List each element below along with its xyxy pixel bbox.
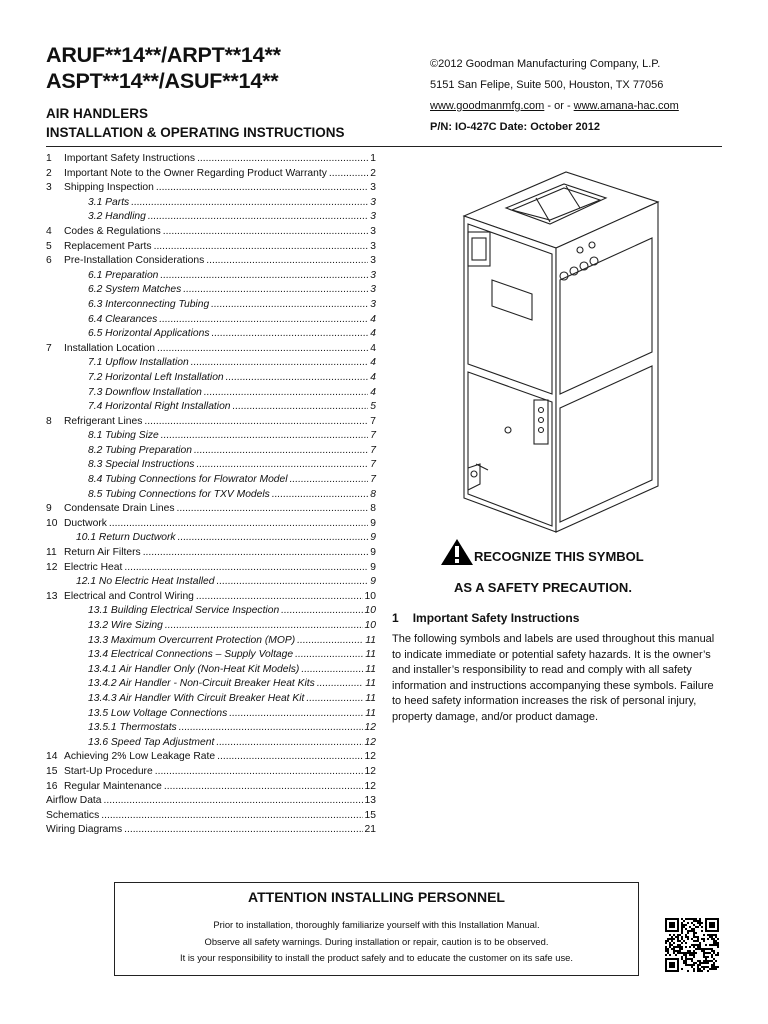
model-line-2: ASPT**14**/ASUF**14** bbox=[46, 69, 279, 93]
toc-title: Start-Up Procedure bbox=[64, 765, 153, 777]
attention-title: ATTENTION INSTALLING PERSONNEL bbox=[248, 889, 505, 905]
toc-leader bbox=[101, 809, 362, 824]
toc-page: 4 bbox=[370, 357, 376, 369]
toc-leader bbox=[306, 692, 363, 707]
toc-entry[interactable] bbox=[46, 181, 376, 196]
toc-page: 1 bbox=[370, 153, 376, 164]
toc-entry[interactable] bbox=[46, 400, 376, 415]
toc-entry[interactable] bbox=[46, 210, 376, 225]
toc-page: 12 bbox=[364, 765, 376, 777]
toc-entry[interactable] bbox=[46, 342, 376, 357]
toc-title: Ductwork bbox=[64, 517, 107, 529]
toc-entry[interactable] bbox=[46, 823, 376, 838]
toc-page: 13 bbox=[364, 795, 376, 807]
qr-code bbox=[665, 918, 719, 972]
toc-entry[interactable] bbox=[46, 254, 376, 269]
toc-leader bbox=[124, 561, 368, 576]
company-info bbox=[430, 54, 679, 138]
toc-leader bbox=[191, 356, 369, 371]
website-link-goodman[interactable]: www.goodmanmfg.com bbox=[430, 100, 545, 112]
toc-page: 12 bbox=[364, 722, 376, 734]
toc-leader bbox=[212, 327, 369, 342]
toc-page: 3 bbox=[370, 196, 376, 208]
toc-leader bbox=[104, 794, 363, 809]
toc-title: 13.6 Speed Tap Adjustment bbox=[88, 736, 215, 748]
toc-leader bbox=[233, 400, 369, 415]
toc-page: 12 bbox=[364, 780, 376, 792]
toc-leader bbox=[161, 429, 368, 444]
toc-leader bbox=[217, 750, 362, 765]
toc-page: 21 bbox=[364, 824, 376, 836]
toc-page: 9 bbox=[370, 576, 376, 588]
toc-entry[interactable] bbox=[46, 473, 376, 488]
toc-title: 10.1 Return Ductwork bbox=[76, 532, 176, 544]
toc-leader bbox=[178, 531, 369, 546]
toc-title: Electrical and Control Wiring bbox=[64, 590, 194, 602]
toc-entry[interactable] bbox=[46, 225, 376, 240]
toc-leader bbox=[197, 152, 368, 167]
toc-title: Important Safety Instructions bbox=[64, 153, 196, 164]
toc-title: Airflow Data bbox=[46, 795, 102, 807]
toc-page: 7 bbox=[370, 430, 376, 442]
toc-entry[interactable] bbox=[46, 415, 376, 430]
part-number-date: P/N: IO-427C Date: October 2012 bbox=[430, 121, 600, 133]
toc-entry[interactable] bbox=[46, 634, 376, 649]
toc-number: 7 bbox=[46, 342, 52, 354]
toc-entry[interactable] bbox=[46, 677, 376, 692]
toc-title: Regular Maintenance bbox=[64, 780, 162, 792]
toc-page: 9 bbox=[370, 532, 376, 544]
toc-leader bbox=[109, 517, 368, 532]
toc-entry[interactable] bbox=[46, 313, 376, 328]
toc-entry[interactable] bbox=[46, 604, 376, 619]
warning-triangle-icon bbox=[440, 538, 474, 575]
toc-title: 13.3 Maximum Overcurrent Protection (MOP) bbox=[88, 634, 296, 646]
toc-entry[interactable] bbox=[46, 750, 376, 765]
toc-leader bbox=[155, 765, 363, 780]
toc-number: 9 bbox=[46, 503, 52, 515]
header-divider bbox=[46, 146, 722, 147]
toc-number: 5 bbox=[46, 240, 52, 252]
toc-title: 7.4 Horizontal Right Installation bbox=[88, 401, 231, 413]
toc-entry[interactable] bbox=[46, 327, 376, 342]
toc-page: 12 bbox=[364, 751, 376, 763]
toc-leader bbox=[272, 488, 368, 503]
toc-leader bbox=[176, 502, 368, 517]
toc-entry[interactable] bbox=[46, 794, 376, 809]
warning-line-1 bbox=[440, 538, 730, 575]
toc-number: 13 bbox=[46, 590, 58, 602]
toc-leader bbox=[329, 167, 368, 182]
toc-entry[interactable] bbox=[46, 765, 376, 780]
toc-title: 13.4.3 Air Handler With Circuit Breaker Heat Kit bbox=[88, 692, 305, 704]
toc-entry[interactable] bbox=[46, 575, 376, 590]
toc-entry[interactable] bbox=[46, 780, 376, 795]
toc-number: 1 bbox=[46, 153, 52, 164]
toc-title: 7.3 Downflow Installation bbox=[88, 386, 202, 398]
attention-line-3: It is your responsibility to install the product safely and to educate the customer on its safe use. bbox=[180, 952, 573, 963]
website-link-amana[interactable]: www.amana-hac.com bbox=[573, 100, 679, 112]
toc-leader bbox=[217, 575, 369, 590]
toc-number: 4 bbox=[46, 225, 52, 237]
toc-entry[interactable] bbox=[46, 517, 376, 532]
toc-title: 6.1 Preparation bbox=[88, 269, 159, 281]
toc-page: 11 bbox=[365, 634, 376, 646]
toc-entry[interactable] bbox=[46, 429, 376, 444]
toc-title: Refrigerant Lines bbox=[64, 415, 143, 427]
toc-page: 9 bbox=[370, 547, 376, 559]
toc-number: 14 bbox=[46, 751, 58, 763]
model-line-1: ARUF**14**/ARPT**14** bbox=[46, 43, 281, 67]
toc-title: 6.5 Horizontal Applications bbox=[88, 328, 210, 340]
model-numbers bbox=[46, 42, 281, 94]
toc-leader bbox=[297, 634, 363, 649]
toc-page: 11 bbox=[365, 707, 376, 719]
toc-title: 13.5 Low Voltage Connections bbox=[88, 707, 228, 719]
toc-title: 7.2 Horizontal Left Installation bbox=[88, 371, 224, 383]
toc-entry[interactable] bbox=[46, 371, 376, 386]
toc-leader bbox=[295, 648, 363, 663]
toc-page: 7 bbox=[370, 459, 376, 471]
toc-entry[interactable] bbox=[46, 298, 376, 313]
toc-leader bbox=[131, 196, 368, 211]
toc-entry[interactable] bbox=[46, 444, 376, 459]
toc-entry[interactable] bbox=[46, 736, 376, 751]
websites bbox=[430, 96, 679, 117]
toc-leader bbox=[143, 546, 369, 561]
section-number: 1 bbox=[392, 611, 399, 625]
toc-page: 4 bbox=[370, 313, 376, 325]
toc-entry[interactable] bbox=[46, 196, 376, 211]
toc-page: 8 bbox=[370, 503, 376, 515]
toc-leader bbox=[163, 225, 369, 240]
toc-entry[interactable] bbox=[46, 692, 376, 707]
toc-leader bbox=[211, 298, 368, 313]
toc-leader bbox=[196, 590, 363, 605]
toc-entry[interactable] bbox=[46, 561, 376, 576]
toc-title: 13.4.1 Air Handler Only (Non-Heat Kit Models) bbox=[88, 663, 300, 675]
toc-page: 11 bbox=[365, 678, 376, 690]
toc-number: 10 bbox=[46, 517, 58, 529]
toc-leader bbox=[160, 269, 368, 284]
toc-title: 13.4 Electrical Connections – Supply Voltage bbox=[88, 649, 294, 661]
toc-leader bbox=[290, 473, 369, 488]
section-title: Important Safety Instructions bbox=[412, 611, 580, 625]
toc-number: 2 bbox=[46, 167, 52, 179]
toc-title: 12.1 No Electric Heat Installed bbox=[76, 576, 215, 588]
toc-leader bbox=[159, 313, 368, 328]
toc-leader bbox=[148, 210, 368, 225]
toc-leader bbox=[157, 342, 368, 357]
toc-entry[interactable] bbox=[46, 167, 376, 182]
toc-title: 6.2 System Matches bbox=[88, 284, 182, 296]
toc-leader bbox=[196, 458, 368, 473]
toc-leader bbox=[165, 619, 363, 634]
toc-title: Important Note to the Owner Regarding Product Warranty bbox=[64, 167, 327, 179]
toc-leader bbox=[154, 240, 369, 255]
air-handler-illustration bbox=[446, 168, 674, 536]
attention-box bbox=[114, 882, 639, 976]
toc-page: 5 bbox=[370, 401, 376, 413]
toc-leader bbox=[301, 663, 363, 678]
toc-entry[interactable] bbox=[46, 152, 376, 167]
toc-title: Codes & Regulations bbox=[64, 225, 161, 237]
toc-entry[interactable] bbox=[46, 356, 376, 371]
toc-title: Replacement Parts bbox=[64, 240, 152, 252]
toc-title: 13.2 Wire Sizing bbox=[88, 620, 163, 631]
toc-title: 6.3 Interconnecting Tubing bbox=[88, 298, 210, 310]
toc-leader bbox=[229, 707, 363, 722]
toc-entry[interactable] bbox=[46, 546, 376, 561]
toc-title: 6.4 Clearances bbox=[88, 313, 158, 325]
document-type bbox=[46, 104, 345, 142]
toc-entry[interactable] bbox=[46, 458, 376, 473]
toc-page: 3 bbox=[370, 269, 376, 281]
toc-entry[interactable] bbox=[46, 531, 376, 546]
toc-title: Installation Location bbox=[64, 342, 156, 354]
toc-leader bbox=[124, 823, 362, 838]
toc-page: 12 bbox=[364, 736, 376, 748]
toc-page: 11 bbox=[365, 663, 376, 675]
toc-page: 4 bbox=[370, 342, 376, 354]
toc-page: 7 bbox=[370, 415, 376, 427]
toc-leader bbox=[281, 604, 362, 619]
toc-page: 9 bbox=[370, 561, 376, 573]
warning-text-1: RECOGNIZE THIS SYMBOL bbox=[474, 549, 644, 564]
toc-page: 9 bbox=[370, 517, 376, 529]
toc-entry[interactable] bbox=[46, 721, 376, 736]
toc-entry[interactable] bbox=[46, 502, 376, 517]
toc-entry[interactable] bbox=[46, 386, 376, 401]
toc-title: Shipping Inspection bbox=[64, 182, 154, 194]
toc-entry[interactable] bbox=[46, 619, 376, 634]
toc-title: 8.4 Tubing Connections for Flowrator Model bbox=[88, 474, 288, 486]
toc-entry[interactable] bbox=[46, 707, 376, 722]
toc-title: Electric Heat bbox=[64, 561, 123, 573]
toc-leader bbox=[144, 415, 368, 430]
toc-page: 3 bbox=[370, 255, 376, 267]
toc-entry[interactable] bbox=[46, 809, 376, 824]
toc-page: 7 bbox=[370, 474, 376, 486]
toc-title: 3.1 Parts bbox=[88, 196, 130, 208]
toc-page: 3 bbox=[370, 240, 376, 252]
toc-leader bbox=[183, 283, 368, 298]
toc-leader bbox=[179, 721, 363, 736]
toc-page: 10 bbox=[364, 605, 376, 617]
toc-page: 3 bbox=[370, 284, 376, 296]
toc-number: 11 bbox=[46, 547, 57, 559]
toc-page: 10 bbox=[364, 620, 376, 631]
toc-entry[interactable] bbox=[46, 590, 376, 605]
toc-entry[interactable] bbox=[46, 488, 376, 503]
toc-number: 12 bbox=[46, 561, 58, 573]
section-heading bbox=[392, 611, 579, 625]
toc-title: 8.5 Tubing Connections for TXV Models bbox=[88, 488, 270, 500]
toc-leader bbox=[317, 677, 363, 692]
doctype-line-2: INSTALLATION & OPERATING INSTRUCTIONS bbox=[46, 125, 345, 140]
toc-page: 3 bbox=[370, 225, 376, 237]
toc-leader bbox=[216, 736, 362, 751]
toc-title: Achieving 2% Low Leakage Rate bbox=[64, 751, 216, 763]
toc-page: 4 bbox=[370, 371, 376, 383]
toc-page: 4 bbox=[370, 328, 376, 340]
doctype-line-1: AIR HANDLERS bbox=[46, 106, 149, 121]
toc-page: 10 bbox=[364, 590, 376, 602]
toc-page: 8 bbox=[370, 488, 376, 500]
toc-title: Pre-Installation Considerations bbox=[64, 255, 205, 267]
toc-page: 11 bbox=[365, 649, 376, 661]
toc-entry[interactable] bbox=[46, 240, 376, 255]
warning-text-2: AS A SAFETY PRECAUTION. bbox=[454, 580, 632, 595]
toc-title: 8.2 Tubing Preparation bbox=[88, 444, 192, 456]
toc-page: 3 bbox=[370, 211, 376, 223]
toc-number: 15 bbox=[46, 765, 58, 777]
toc-title: 3.2 Handling bbox=[88, 211, 146, 223]
toc-page: 15 bbox=[364, 809, 376, 821]
attention-line-2: Observe all safety warnings. During installation or repair, caution is to be observed. bbox=[204, 935, 549, 947]
toc-page: 3 bbox=[370, 182, 376, 194]
toc-leader bbox=[194, 444, 368, 459]
attention-line-1: Prior to installation, thoroughly familiarize yourself with this Installation Manual. bbox=[213, 919, 540, 930]
toc-number: 6 bbox=[46, 255, 52, 267]
attention-body bbox=[115, 917, 638, 967]
toc-leader bbox=[164, 780, 363, 795]
toc-title: 13.5.1 Thermostats bbox=[88, 722, 177, 734]
toc-title: Schematics bbox=[46, 809, 100, 821]
toc-entry[interactable] bbox=[46, 648, 376, 663]
safety-symbol-callout bbox=[440, 538, 730, 601]
toc-number: 8 bbox=[46, 415, 52, 427]
copyright: ©2012 Goodman Manufacturing Company, L.P. bbox=[430, 58, 661, 70]
toc-title: 13.1 Building Electrical Service Inspection bbox=[88, 605, 280, 617]
toc-title: 13.4.2 Air Handler - Non-Circuit Breaker Heat Kits bbox=[88, 678, 315, 690]
toc-title: 8.1 Tubing Size bbox=[88, 430, 159, 442]
toc-page: 11 bbox=[365, 692, 376, 704]
toc-entry[interactable] bbox=[46, 269, 376, 284]
toc-title: Return Air Filters bbox=[64, 547, 141, 559]
toc-leader bbox=[206, 254, 368, 269]
address: 5151 San Felipe, Suite 500, Houston, TX 77056 bbox=[430, 79, 664, 91]
toc-title: 7.1 Upflow Installation bbox=[88, 357, 189, 369]
toc-page: 3 bbox=[370, 298, 376, 310]
toc-entry[interactable] bbox=[46, 663, 376, 678]
toc-page: 2 bbox=[370, 167, 376, 179]
toc-title: Wiring Diagrams bbox=[46, 824, 123, 836]
table-of-contents bbox=[46, 152, 376, 838]
toc-title: Condensate Drain Lines bbox=[64, 503, 175, 515]
toc-leader bbox=[204, 386, 368, 401]
toc-leader bbox=[156, 181, 368, 196]
section-body: The following symbols and labels are used throughout this manual to indicate immediate or potential safety hazards. It is the owner’s and installer’s responsibility to read and comply with all safety information and instructions accompanying these symbols. Failure to heed safety information increases the risk of personal injury, property damage, and/or product damage. bbox=[392, 633, 715, 723]
toc-number: 16 bbox=[46, 780, 58, 792]
website-separator: - or - bbox=[544, 100, 574, 112]
toc-leader bbox=[226, 371, 369, 386]
toc-number: 3 bbox=[46, 182, 52, 194]
toc-page: 7 bbox=[370, 444, 376, 456]
toc-title: 8.3 Special Instructions bbox=[88, 459, 195, 471]
toc-page: 4 bbox=[370, 386, 376, 398]
toc-entry[interactable] bbox=[46, 283, 376, 298]
